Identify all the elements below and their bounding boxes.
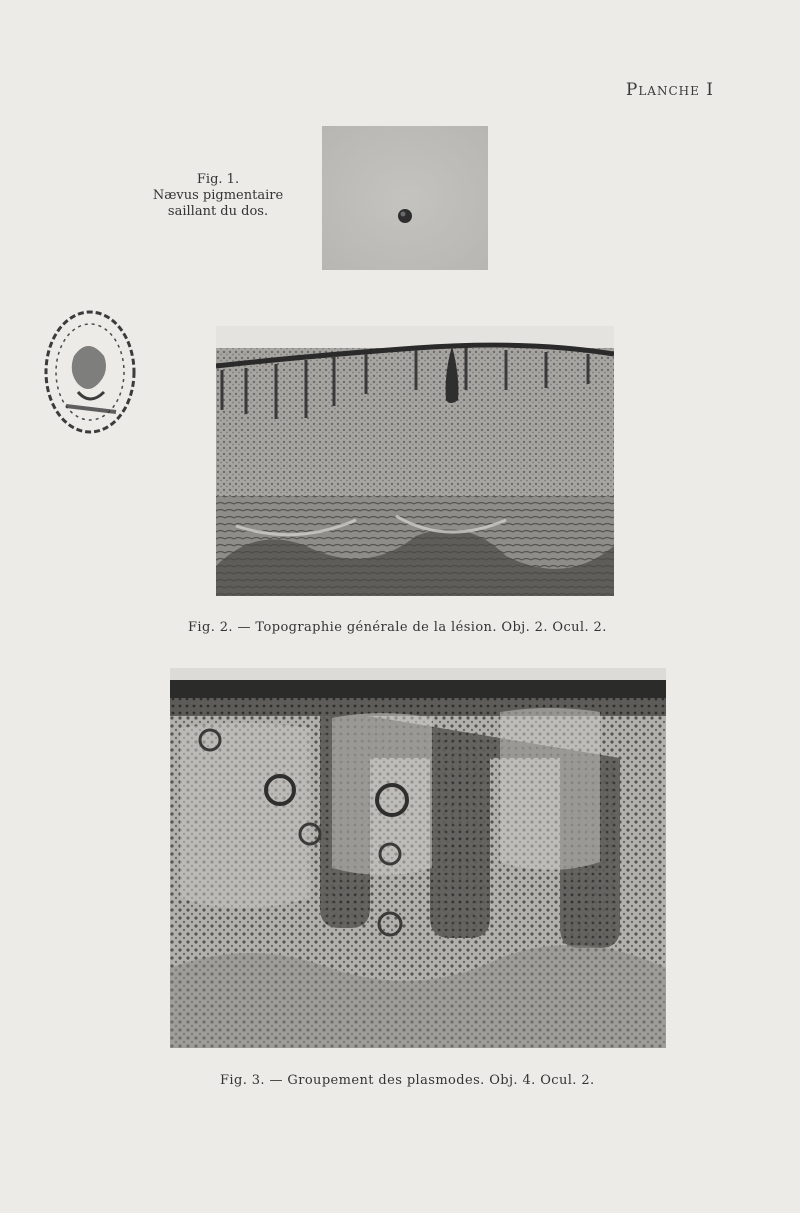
fig1-caption-line-1: Nævus pigmentaire (152, 188, 284, 203)
fig2-micrograph (216, 326, 614, 596)
fig3-micrograph (170, 668, 666, 1048)
fig3-caption: Fig. 3. — Groupement des plasmodes. Obj. 4. Ocul. 2. (220, 1073, 595, 1088)
fig2-caption: Fig. 2. — Topographie générale de la lésion. Obj. 2. Ocul. 2. (188, 620, 607, 635)
library-stamp-seal (38, 296, 148, 444)
fig1-nevus-photo (322, 126, 488, 270)
plate-label: Planche I (625, 80, 714, 100)
fig1-caption (128, 172, 308, 220)
fig1-label: Fig. 1. (196, 172, 240, 187)
fig1-caption-line-2: saillant du dos. (167, 204, 269, 219)
